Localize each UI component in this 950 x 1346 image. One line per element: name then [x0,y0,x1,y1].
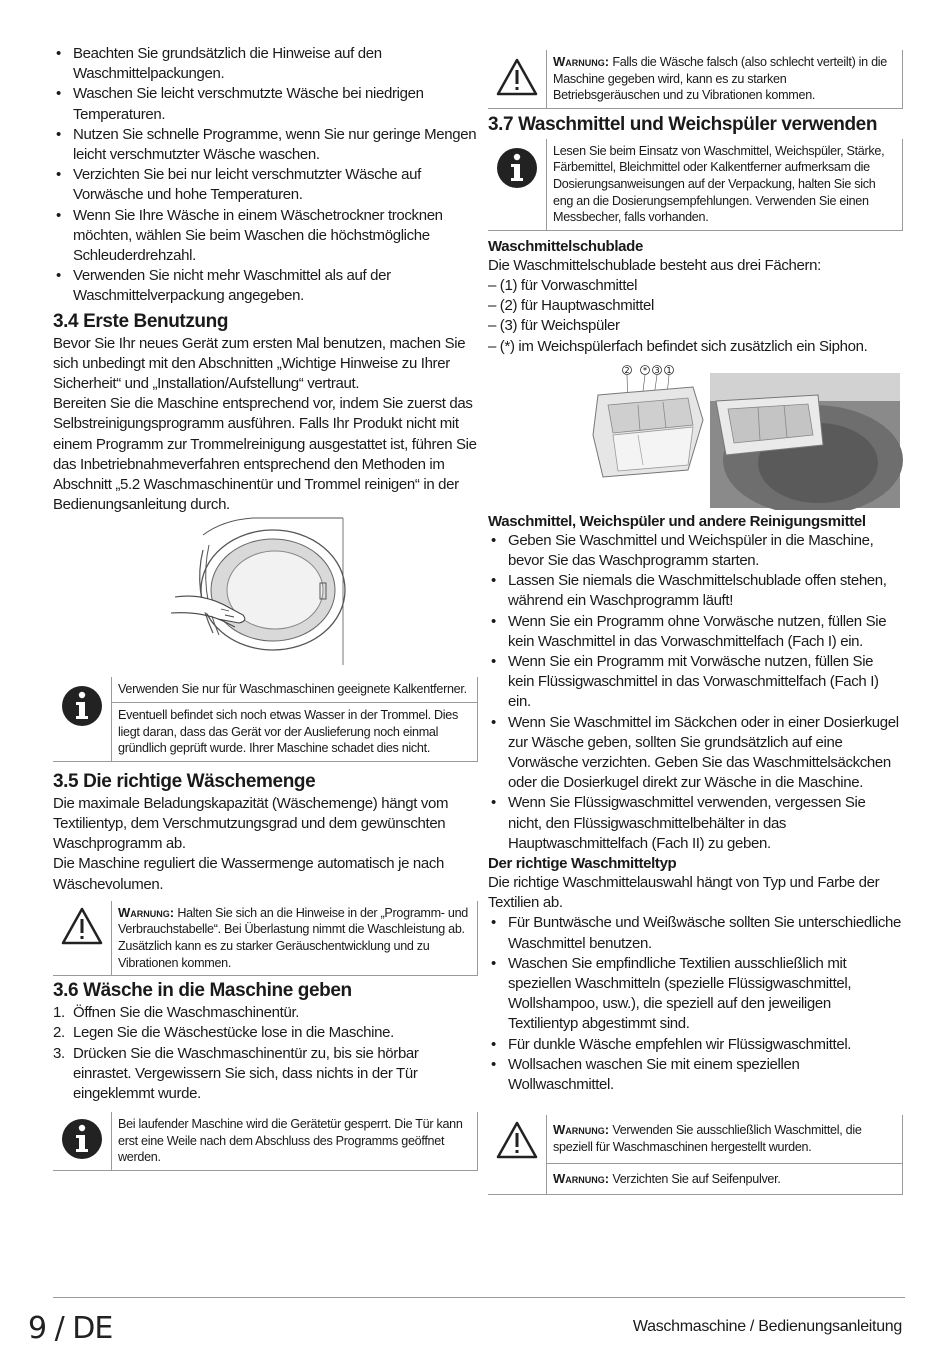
step-text: Öffnen Sie die Waschmaschinentür. [73,1004,300,1022]
warning-text: Falls die Wäsche falsch (also schlecht verteilt) in die Maschine gegeben wird, kann es zu starken Betriebsgeräuschen und zu Vibrationen kommen. [553,55,887,103]
warning-text: Verwenden Sie ausschließlich Waschmittel, die speziell für Waschmaschinen hergestellt wurden. [553,1123,862,1154]
list-item: • Beachten Sie grundsätzlich die Hinweise auf den Waschmittelpackungen. [53,44,478,84]
list-item: • Lassen Sie niemals die Waschmittelschublade offen stehen, während ein Waschprogramm läuft! [488,571,903,611]
step-number: 1. [53,1004,65,1022]
paragraph: Bereiten Sie die Maschine entsprechend vor, indem Sie zuerst das Selbstreinigungsprogramm ausführen. Falls Ihr Produkt nicht mit einem Programm zur Trommelreinigung ausgestattet ist, führen Sie das Inbetriebnahmeverfahren entsprechend den Methoden im Abschnitt „5.2 Waschmaschinentür und Trommel reinigen“ in der Bedienungsanleitung durch. [53,395,477,514]
note-text: Eventuell befindet sich noch etwas Wasser in der Trommel. Dies liegt daran, dass das Gerät vor der Auslieferung noch einmal gründlich geprüft wurde. Ihrer Maschine schadet dies nicht. [112,702,477,761]
note-text: Verwenden Sie nur für Waschmaschinen geeignete Kalkentferner. [118,682,467,697]
warning-text: Verzichten Sie auf Seifenpulver. [612,1172,781,1187]
paragraph: Bevor Sie Ihr neues Gerät zum ersten Mal benutzen, machen Sie sich unbedingt mit den Abschnitten „Wichtige Hinweise zu Ihrer Sicherheit“ und „Installation/Aufstellung“ vertraut. [53,334,466,393]
washing-machine-door-illustration [53,515,478,675]
paragraph: Die Maschine reguliert die Wassermenge automatisch je nach Wäschevolumen. [53,855,445,893]
drawer-label-star: * [643,365,647,375]
drawer-item: – (*) im Weichspülerfach befindet sich zusätzlich ein Siphon. [488,337,868,355]
list-item [53,1044,478,1105]
list-item [53,1023,478,1043]
loading-steps-list [53,1003,478,1104]
list-item: • Wenn Sie ein Programm ohne Vorwäsche nutzen, füllen Sie kein Waschmittel in das Vorwaschmittelfach (Fach I) ein. [488,612,903,652]
detergent-type-bullet-list [488,913,903,1095]
warning-note-detergent [488,1115,903,1195]
right-column [488,50,903,1195]
paragraph: Die maximale Beladungskapazität (Wäschemenge) hängt vom Textilientyp, dem Verschmutzungsgrad und dem gewünschten Waschprogramm ab. [53,794,449,853]
drawer-item: – (3) für Weichspüler [488,317,620,335]
info-note-3-6 [53,1112,478,1171]
warning-note-top [488,50,903,109]
list-item: • Geben Sie Waschmittel und Weichspüler in die Maschine, bevor Sie das Waschprogramm starten. [488,531,903,571]
list-item: • Verzichten Sie bei nur leicht verschmutzter Wäsche auf Vorwäsche und hohe Temperaturen. [53,165,478,205]
warning-note-3-5 [53,901,478,976]
list-item: • Für dunkle Wäsche empfehlen wir Flüssigwaschmittel. [488,1035,903,1055]
door-illustration [53,515,478,675]
subheading-detergents: Waschmittel, Weichspüler und andere Reinigungsmittel [488,512,866,530]
list-item [53,1003,478,1023]
info-icon [53,677,111,760]
list-item: • Für Buntwäsche und Weißwäsche sollten Sie unterschiedliche Waschmittel benutzen. [488,913,903,953]
left-column [53,44,478,1171]
step-number: 3. [53,1044,65,1062]
footer-title: Waschmaschine / Bedienungsanleitung [632,1318,902,1335]
list-item: • Wenn Sie Waschmittel im Säckchen oder in einer Dosierkugel zur Wäsche geben, sollten Sie grundsätzlich auf eine Vorwäsche verzichten. Geben Sie das Waschmittelsäckchen oder die Dosierkugel direkt zur Wäsche in die Maschine. [488,713,903,794]
drawer-label-1: 1 [666,365,672,375]
paragraph: Die richtige Waschmittelauswahl hängt von Typ und Farbe der Textilien ab. [488,874,880,912]
step-number: 2. [53,1024,65,1042]
warning-label: Warnung: [553,54,610,69]
warning-icon [53,901,111,975]
info-note-3-4 [53,677,478,761]
page-number-text: 9 / DE [28,1311,113,1346]
list-item: • Nutzen Sie schnelle Programme, wenn Sie nur geringe Mengen leicht verschmutzter Wäsche waschen. [53,125,478,165]
footer-divider [53,1297,905,1298]
warning-label: Warnung: [553,1171,610,1187]
list-item: • Wenn Sie ein Programm mit Vorwäsche nutzen, füllen Sie kein Flüssigwaschmittel in das Vorwaschmittelfach (Fach I) ein. [488,652,903,713]
list-item: • Waschen Sie leicht verschmutzte Wäsche bei niedrigen Temperaturen. [53,84,478,124]
drawer-item: – (2) für Hauptwaschmittel [488,297,654,315]
drawer-item: – (1) für Vorwaschmittel [488,276,638,294]
warning-icon [488,1115,546,1194]
step-text: Legen Sie die Wäschestücke lose in die Maschine. [73,1024,394,1042]
step-text: Drücken Sie die Waschmaschinentür zu, bis sie hörbar einrastet. Vergewissern Sie sich, dass nichts in der Tür eingeklemmt wurde. [73,1044,419,1103]
list-item: • Waschen Sie empfindliche Textilien ausschließlich mit speziellen Waschmitteln (spezielle Flüssigwaschmittel, Wollshampoo, usw.), die speziell auf den jeweiligen Textilientyp abgestimmt sind. [488,954,903,1035]
note-text: Lesen Sie beim Einsatz von Waschmittel, Weichspüler, Stärke, Färbemittel, Bleichmittel oder Kalkentferner aufmerksam die Dosierungsanweisungen auf der Verpackung, halten Sie sich eng an die Dosierungsempfehlungen. Verwenden Sie einen Messbecher, falls vorhanden. [553,143,885,225]
detergent-bullet-list [488,531,903,854]
list-item: • Wenn Sie Ihre Wäsche in einem Wäschetrockner trocknen möchten, wählen Sie beim Waschen die höchstmögliche Schleuderdrehzahl. [53,206,478,267]
paragraph: Die Waschmittelschublade besteht aus drei Fächern: [488,256,821,274]
section-title-3-5: 3.5 Die richtige Wäschemenge [53,770,316,792]
note-text: Bei laufender Maschine wird die Gerätetür gesperrt. Die Tür kann erst eine Weile nach dem Abschluss des Programms geöffnet werden. [118,1117,463,1165]
drawer-label-3: 3 [654,365,660,375]
info-icon [488,139,546,230]
info-note-3-7 [488,139,903,231]
intro-bullet-list [53,44,478,307]
section-title-3-4: 3.4 Erste Benutzung [53,310,229,332]
section-title-3-7: 3.7 Waschmittel und Weichspüler verwenden [488,113,878,135]
warning-label: Warnung: [553,1122,610,1138]
warning-icon [488,50,546,108]
subheading-detergent-type: Der richtige Waschmitteltyp [488,855,677,873]
subheading-drawer: Waschmittelschublade [488,237,643,255]
section-title-3-6: 3.6 Wäsche in die Maschine geben [53,980,352,1002]
warning-label: Warnung: [118,904,175,920]
page-number [28,1311,112,1346]
drawer-label-2: 2 [624,365,630,375]
list-item: • Wollsachen waschen Sie mit einem speziellen Wollwaschmittel. [488,1055,903,1095]
info-icon [53,1112,111,1170]
warning-text: Halten Sie sich an die Hinweise in der „Programm- und Verbrauchstabelle“. Bei Überlastung nimmt die Waschleistung ab. Zusätzlich kann es zu starker Geräuschentwicklung und zu Vibrationen kommen. [118,905,468,970]
drawer-illustration [488,365,903,510]
list-item: • Verwenden Sie nicht mehr Waschmittel als auf der Waschmittelverpackung angegeben. [53,266,478,306]
detergent-drawer-illustration [488,365,903,510]
list-item: • Wenn Sie Flüssigwaschmittel verwenden, vergessen Sie nicht, den Flüssigwaschmittelbehälter in das Hauptwaschmittelfach (Fach II) zu geben. [488,793,903,854]
